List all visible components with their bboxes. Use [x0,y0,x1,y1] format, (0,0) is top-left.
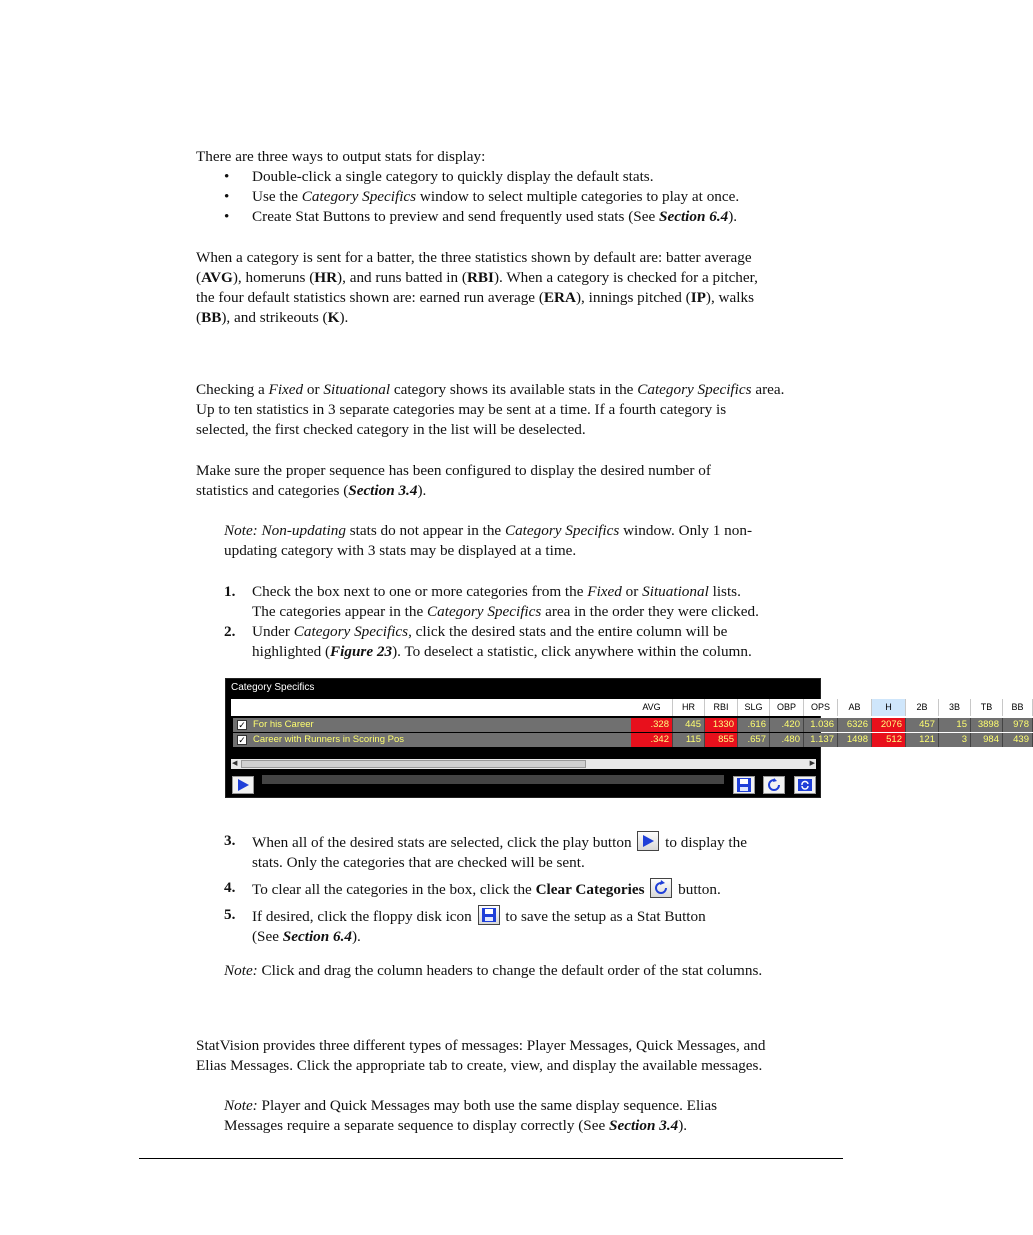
list-item: 3. When all of the desired stats are selected, click the play button to display the stats. Only the categories that are checked will be sent. [224,832,747,871]
step-number: 4. [224,879,236,896]
list-item: 1. Check the box next to one or more categories from the Fixed or Situational lists. The categories appear in the Category Specifics area in the order they were clicked. [224,583,759,620]
sequence-paragraph [196,461,836,501]
steps-list-b [224,831,836,947]
step-number: 1. [224,583,236,600]
scroll-right-icon[interactable]: ▶ [809,760,815,767]
panel-title: Category Specifics [231,682,315,693]
note-label: Note: [224,1097,258,1114]
stat-cell[interactable]: 15 [939,718,971,732]
column-header-ops[interactable]: OPS [804,699,838,716]
clear-categories-button[interactable] [763,776,785,794]
stat-cell[interactable]: 1.036 [804,718,838,732]
play-button[interactable] [232,776,254,794]
play-icon [235,778,251,792]
stat-cell[interactable]: 3898 [971,718,1003,732]
progress-bar [262,775,724,784]
stat-cell[interactable]: 1498 [838,733,872,747]
step-number: 3. [224,832,236,849]
defaults-paragraph [196,248,836,328]
stat-cell[interactable]: .328 [631,718,673,732]
stat-cell[interactable]: 855 [705,733,738,747]
list-item: 2. Under Category Specifics, click the desired stats and the entire column will be highlighted (Figure 23). To deselect a statistic, click anywhere within the column. [224,623,752,660]
note-label: Note: [224,522,258,539]
sequence-line: Make sure the proper sequence has been configured to display the desired number of [196,462,711,479]
refresh-button[interactable] [794,776,816,794]
stat-cell[interactable]: 457 [906,718,939,732]
category-name: Career with Runners in Scoring Pos [253,734,405,745]
intro-text: There are three ways to output stats for display: [196,148,486,165]
bullet-emphasis: Category Specifics [301,188,417,205]
messages-paragraph [196,1036,841,1076]
note-column-order: Note: Click and drag the column headers to change the default order of the stat columns. [224,962,763,979]
column-header-slg[interactable]: SLG [738,699,770,716]
defaults-line: When a category is sent for a batter, the three statistics shown by default are: batter average [196,249,752,266]
steps-list-a [224,582,836,662]
messages-line: Elias Messages. Click the appropriate tab to create, view, and display the available messages. [196,1057,763,1074]
stat-cell[interactable]: 512 [872,733,906,747]
note-sequence [224,1096,836,1136]
stat-cell[interactable]: 445 [673,718,705,732]
stat-cell[interactable]: 3 [939,733,971,747]
checking-line: Checking a Fixed or Situational category shows its available stats in the Category Specifics area. [196,381,785,398]
save-icon [736,778,752,792]
horizontal-scrollbar[interactable] [231,759,816,769]
note-line: Messages require a separate sequence to display correctly (See Section 3.4). [224,1117,688,1134]
stat-cell[interactable]: .342 [631,733,673,747]
clear-categories-icon [766,778,782,792]
stat-cell[interactable]: .616 [738,718,770,732]
scroll-left-icon[interactable]: ◀ [232,760,238,767]
category-checkbox[interactable]: ✓ [238,720,246,730]
column-header-3b[interactable]: 3B [939,699,971,716]
footer-rule [139,1158,843,1159]
section-ref: Section 3.4 [348,482,418,499]
stat-cell[interactable]: 2076 [872,718,906,732]
stat-cell[interactable]: 1330 [705,718,738,732]
category-row-label[interactable] [233,718,631,732]
save-button[interactable] [733,776,755,794]
inline-save-button [478,905,500,925]
defaults-line: (AVG), homeruns (HR), and runs batted in (RBI). When a category is checked for a pitcher, [196,269,758,286]
category-row-label[interactable] [233,733,631,747]
checking-line: Up to ten statistics in 3 separate categories may be sent at a time. If a fourth category is [196,401,727,418]
stat-cell[interactable]: 1.137 [804,733,838,747]
note-line: Note: Player and Quick Messages may both use the same display sequence. Elias [224,1097,718,1114]
refresh-icon [797,778,813,792]
list-item [196,187,739,207]
section-ref: Section 6.4 [659,208,729,225]
column-header-h[interactable]: H [872,699,906,716]
clear-categories-icon [653,880,669,896]
figure-ref: Figure 23 [330,643,393,660]
note-label: Note: [224,962,258,979]
section-ref: Section 3.4 [609,1117,679,1134]
inline-clear-categories-button [650,878,672,898]
stat-cell[interactable]: 6326 [838,718,872,732]
list-item: 4. To clear all the categories in the box, click the Clear Categories button. [224,879,721,898]
column-header-tb[interactable]: TB [971,699,1003,716]
note-line: Note: Non-updating stats do not appear in the Category Specifics window. Only 1 non- [224,522,753,539]
defaults-line: (BB), and strikeouts (K). [196,309,349,326]
stat-cell[interactable]: 121 [906,733,939,747]
step-number: 5. [224,906,236,923]
bullet-text: window to select multiple categories to play at once. [416,188,740,205]
bullet-text: Create Stat Buttons to preview and send frequently used stats (See [252,208,660,225]
stat-cell[interactable]: 984 [971,733,1003,747]
category-name: For his Career [253,719,314,730]
play-icon [640,833,656,849]
list-item: 5. If desired, click the floppy disk icon to save the setup as a Stat Button (See Section 6.4). [224,906,706,945]
output-methods-list [196,167,739,227]
stat-cell[interactable]: 115 [673,733,705,747]
bullet-text: Use the [252,188,302,205]
messages-line: StatVision provides three different types of messages: Player Messages, Quick Messages, and [196,1037,766,1054]
header-blank [231,699,631,716]
column-header-2b[interactable]: 2B [906,699,939,716]
list-item [196,207,739,227]
stat-cell[interactable]: .657 [738,733,770,747]
column-header-obp[interactable]: OBP [770,699,804,716]
save-icon [481,907,497,923]
stat-cell[interactable]: 439 [1003,733,1033,747]
note-line: updating category with 3 stats may be displayed at a time. [224,542,577,559]
section-ref: Section 6.4 [282,928,352,945]
bullet-text: Double-click a single category to quickly display the default stats. [252,168,654,185]
category-checkbox[interactable]: ✓ [238,735,246,745]
stat-cell[interactable]: .480 [770,733,804,747]
inline-play-button [637,831,659,851]
checking-line: selected, the first checked category in the list will be deselected. [196,421,586,438]
column-header-ab[interactable]: AB [838,699,872,716]
stat-cell[interactable]: 978 [1003,718,1033,732]
step-number: 2. [224,623,236,640]
bullet-text: ). [728,208,738,225]
checking-paragraph [196,380,841,440]
stat-cell[interactable]: .420 [770,718,804,732]
column-header-rbi[interactable]: RBI [705,699,738,716]
column-header-avg[interactable]: AVG [631,699,673,716]
note-non-updating [224,521,836,561]
column-header-bb[interactable]: BB [1003,699,1033,716]
sequence-line: statistics and categories (Section 3.4). [196,482,427,499]
column-header-hr[interactable]: HR [673,699,705,716]
defaults-line: the four default statistics shown are: earned run average (ERA), innings pitched (IP), walks [196,289,754,306]
category-specifics-panel [225,678,1029,798]
list-item [196,167,739,187]
scroll-thumb[interactable] [241,760,586,768]
